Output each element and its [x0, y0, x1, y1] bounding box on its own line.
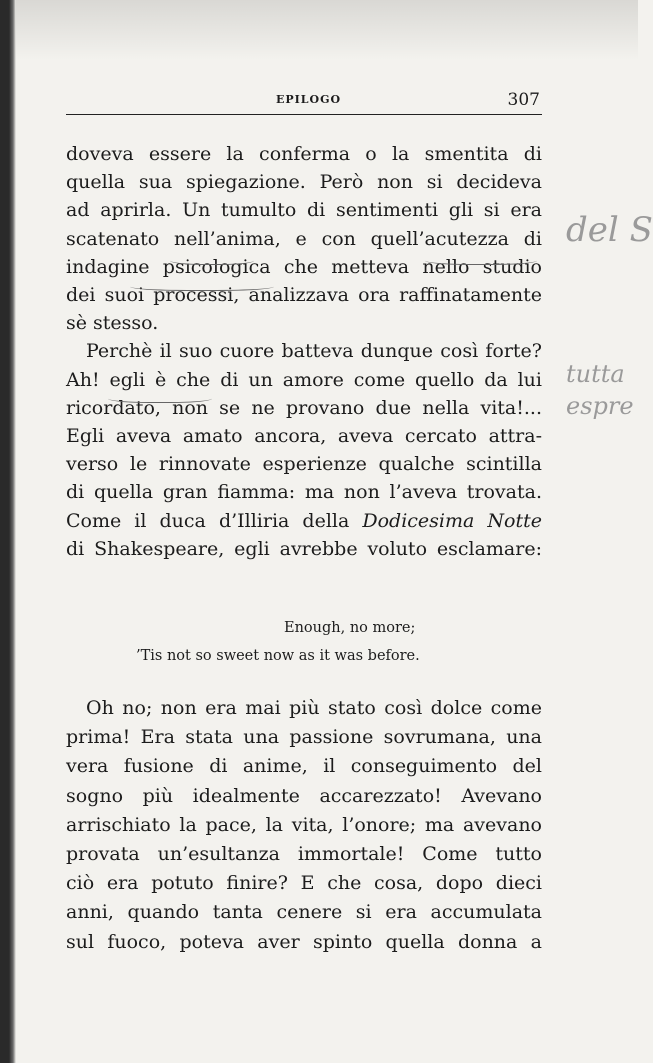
text-line: Egli aveva amato ancora, aveva cercato attra- — [66, 425, 542, 448]
quote-line-2: ’Tis not so sweet now as it was before. — [136, 648, 420, 664]
text-line: arrischiato la pace, la vita, l’onore; ma avevano — [66, 813, 542, 836]
text-line: dei suoi processi, analizzava ora raffinatamente — [66, 284, 542, 307]
text-line: verso le rinnovate esperienze qualche scintilla — [66, 453, 542, 476]
margin-note-handwriting: del S — [566, 210, 653, 250]
play-title: Dodicesima Notte — [362, 509, 542, 532]
margin-note-handwriting: espre — [566, 392, 634, 420]
page-number: 307 — [507, 90, 540, 110]
book-binding-shadow — [0, 0, 16, 1063]
text-line: doveva essere la conferma o la smentita di — [66, 143, 542, 165]
text-line: di Shakespeare, egli avrebbe voluto esclamare: — [66, 537, 542, 560]
text-line: Ah! egli è che di un amore come quello da lui — [66, 368, 542, 391]
page-header — [66, 90, 542, 115]
text-line: ad aprirla. Un tumulto di sentimenti gli si era — [66, 199, 542, 222]
text-fragment: Come il duca d’Illiria della — [66, 509, 350, 532]
body-text-top — [66, 140, 542, 563]
text-line: sè stesso. — [66, 312, 159, 335]
text-line: ciò era potuto finire? E che cosa, dopo dieci — [66, 872, 542, 895]
text-line: provata un’esultanza immortale! Come tutto — [66, 843, 542, 866]
body-text-bottom — [66, 694, 542, 957]
pencil-underline — [108, 392, 212, 403]
text-line: indagine psicologica che metteva nello studio — [66, 255, 542, 278]
text-line: sul fuoco, poteva aver spinto quella donna a — [66, 930, 542, 953]
text-line: di quella gran fiamma: ma non l’aveva trovata. — [66, 481, 542, 504]
pencil-underline — [425, 254, 537, 265]
quote-line-1: Enough, no more; — [284, 620, 416, 636]
quotation-block — [66, 614, 542, 670]
text-line: scatenato nell’anima, e con quell’acutezza di — [66, 227, 542, 250]
text-line: vera fusione di anime, il conseguimento del — [66, 755, 542, 778]
text-line: Perchè il suo cuore batteva dunque così forte? — [86, 340, 542, 363]
text-line: quella sua spiegazione. Però non si decideva — [66, 171, 542, 194]
text-line: prima! Era stata una passione sovrumana, una — [66, 726, 542, 749]
text-line: sogno più idealmente accarezzato! Avevano — [66, 784, 542, 807]
text-line: anni, quando tanta cenere si era accumulata — [66, 901, 542, 924]
pencil-underline — [130, 280, 274, 291]
text-line: Oh no; non era mai più stato così dolce come — [86, 697, 542, 719]
page-top-shadow — [16, 0, 638, 60]
text-line: ricordato, non se ne provano due nella vita!... — [66, 396, 542, 419]
text-line-with-title — [66, 507, 542, 535]
pencil-underline — [170, 254, 254, 265]
running-head: EPILOGO — [276, 93, 342, 106]
margin-note-handwriting: tutta — [566, 360, 625, 388]
